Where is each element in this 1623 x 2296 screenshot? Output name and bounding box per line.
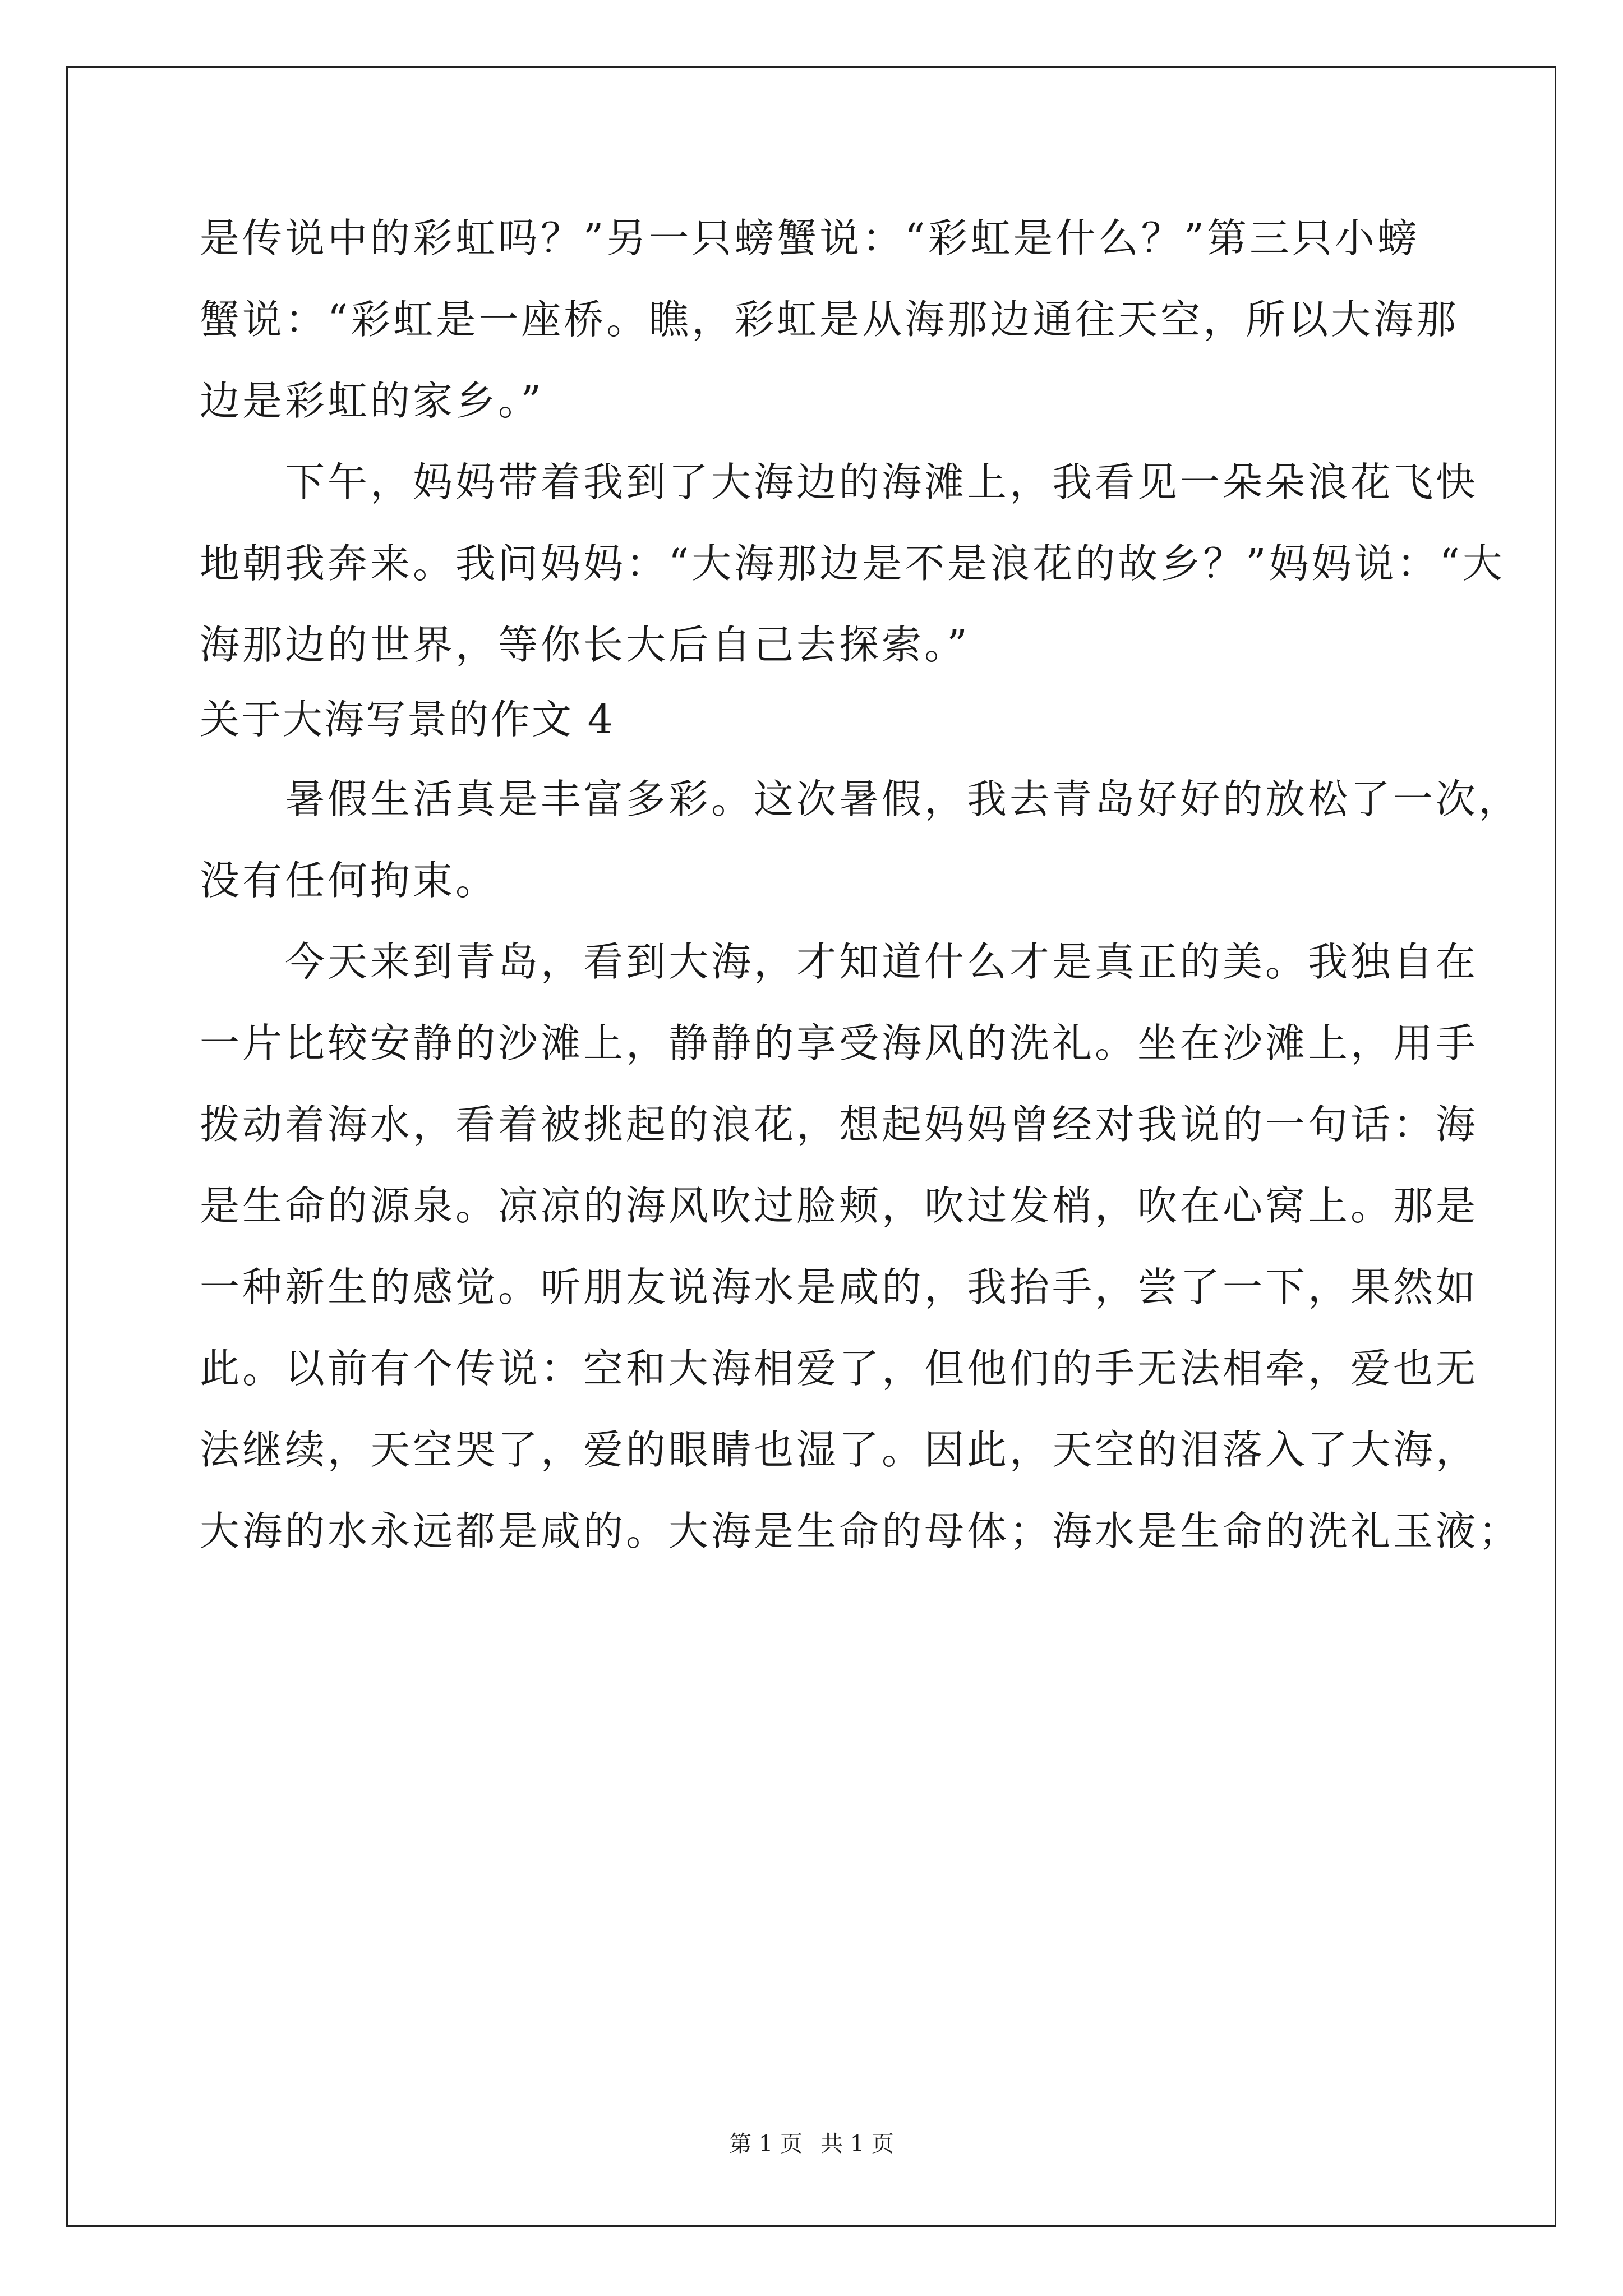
text-line: 暑假生活真是丰富多彩。这次暑假，我去青岛好好的放松了一次， [200, 776, 1521, 822]
text-line: 边是彩虹的家乡。” [200, 378, 544, 424]
text-line: 下午，妈妈带着我到了大海边的海滩上，我看见一朵朵浪花飞快 [200, 459, 1479, 505]
text-line: 是生命的源泉。凉凉的海风吹过脸颊，吹过发梢，吹在心窝上。那是 [200, 1182, 1479, 1229]
text-line: 地朝我奔来。我问妈妈：“大海那边是不是浪花的故乡？”妈妈说：“大 [200, 540, 1505, 587]
text-line: 法继续，天空哭了，爱的眼睛也湿了。因此，天空的泪落入了大海， [200, 1427, 1479, 1473]
text-line: 一种新生的感觉。听朋友说海水是咸的，我抬手，尝了一下，果然如 [200, 1264, 1479, 1310]
text-line: 此。以前有个传说：空和大海相爱了，但他们的手无法相牵，爱也无 [200, 1345, 1479, 1392]
text-line: 今天来到青岛，看到大海，才知道什么才是真正的美。我独自在 [200, 938, 1479, 985]
text-line: 大海的水永远都是咸的。大海是生命的母体；海水是生命的洗礼玉液； [200, 1508, 1521, 1554]
text-line: 是传说中的彩虹吗？”另一只螃蟹说：“彩虹是什么？”第三只小螃 [200, 215, 1420, 261]
text-line: 蟹说：“彩虹是一座桥。瞧，彩虹是从海那边通往天空，所以大海那 [200, 296, 1459, 343]
page-total: 共 1 页 [820, 2131, 894, 2157]
text-line: 海那边的世界，等你长大后自己去探索。” [200, 622, 970, 668]
text-line: 没有任何拘束。 [200, 857, 499, 904]
page-footer [0, 2130, 1623, 2158]
page-number: 第 1 页 [729, 2131, 803, 2157]
text-line: 拨动着海水，看着被挑起的浪花，想起妈妈曾经对我说的一句话：海 [200, 1101, 1479, 1148]
section-heading: 关于大海写景的作文 4 [200, 696, 615, 743]
text-line: 一片比较安静的沙滩上，静静的享受海风的洗礼。坐在沙滩上，用手 [200, 1020, 1479, 1066]
